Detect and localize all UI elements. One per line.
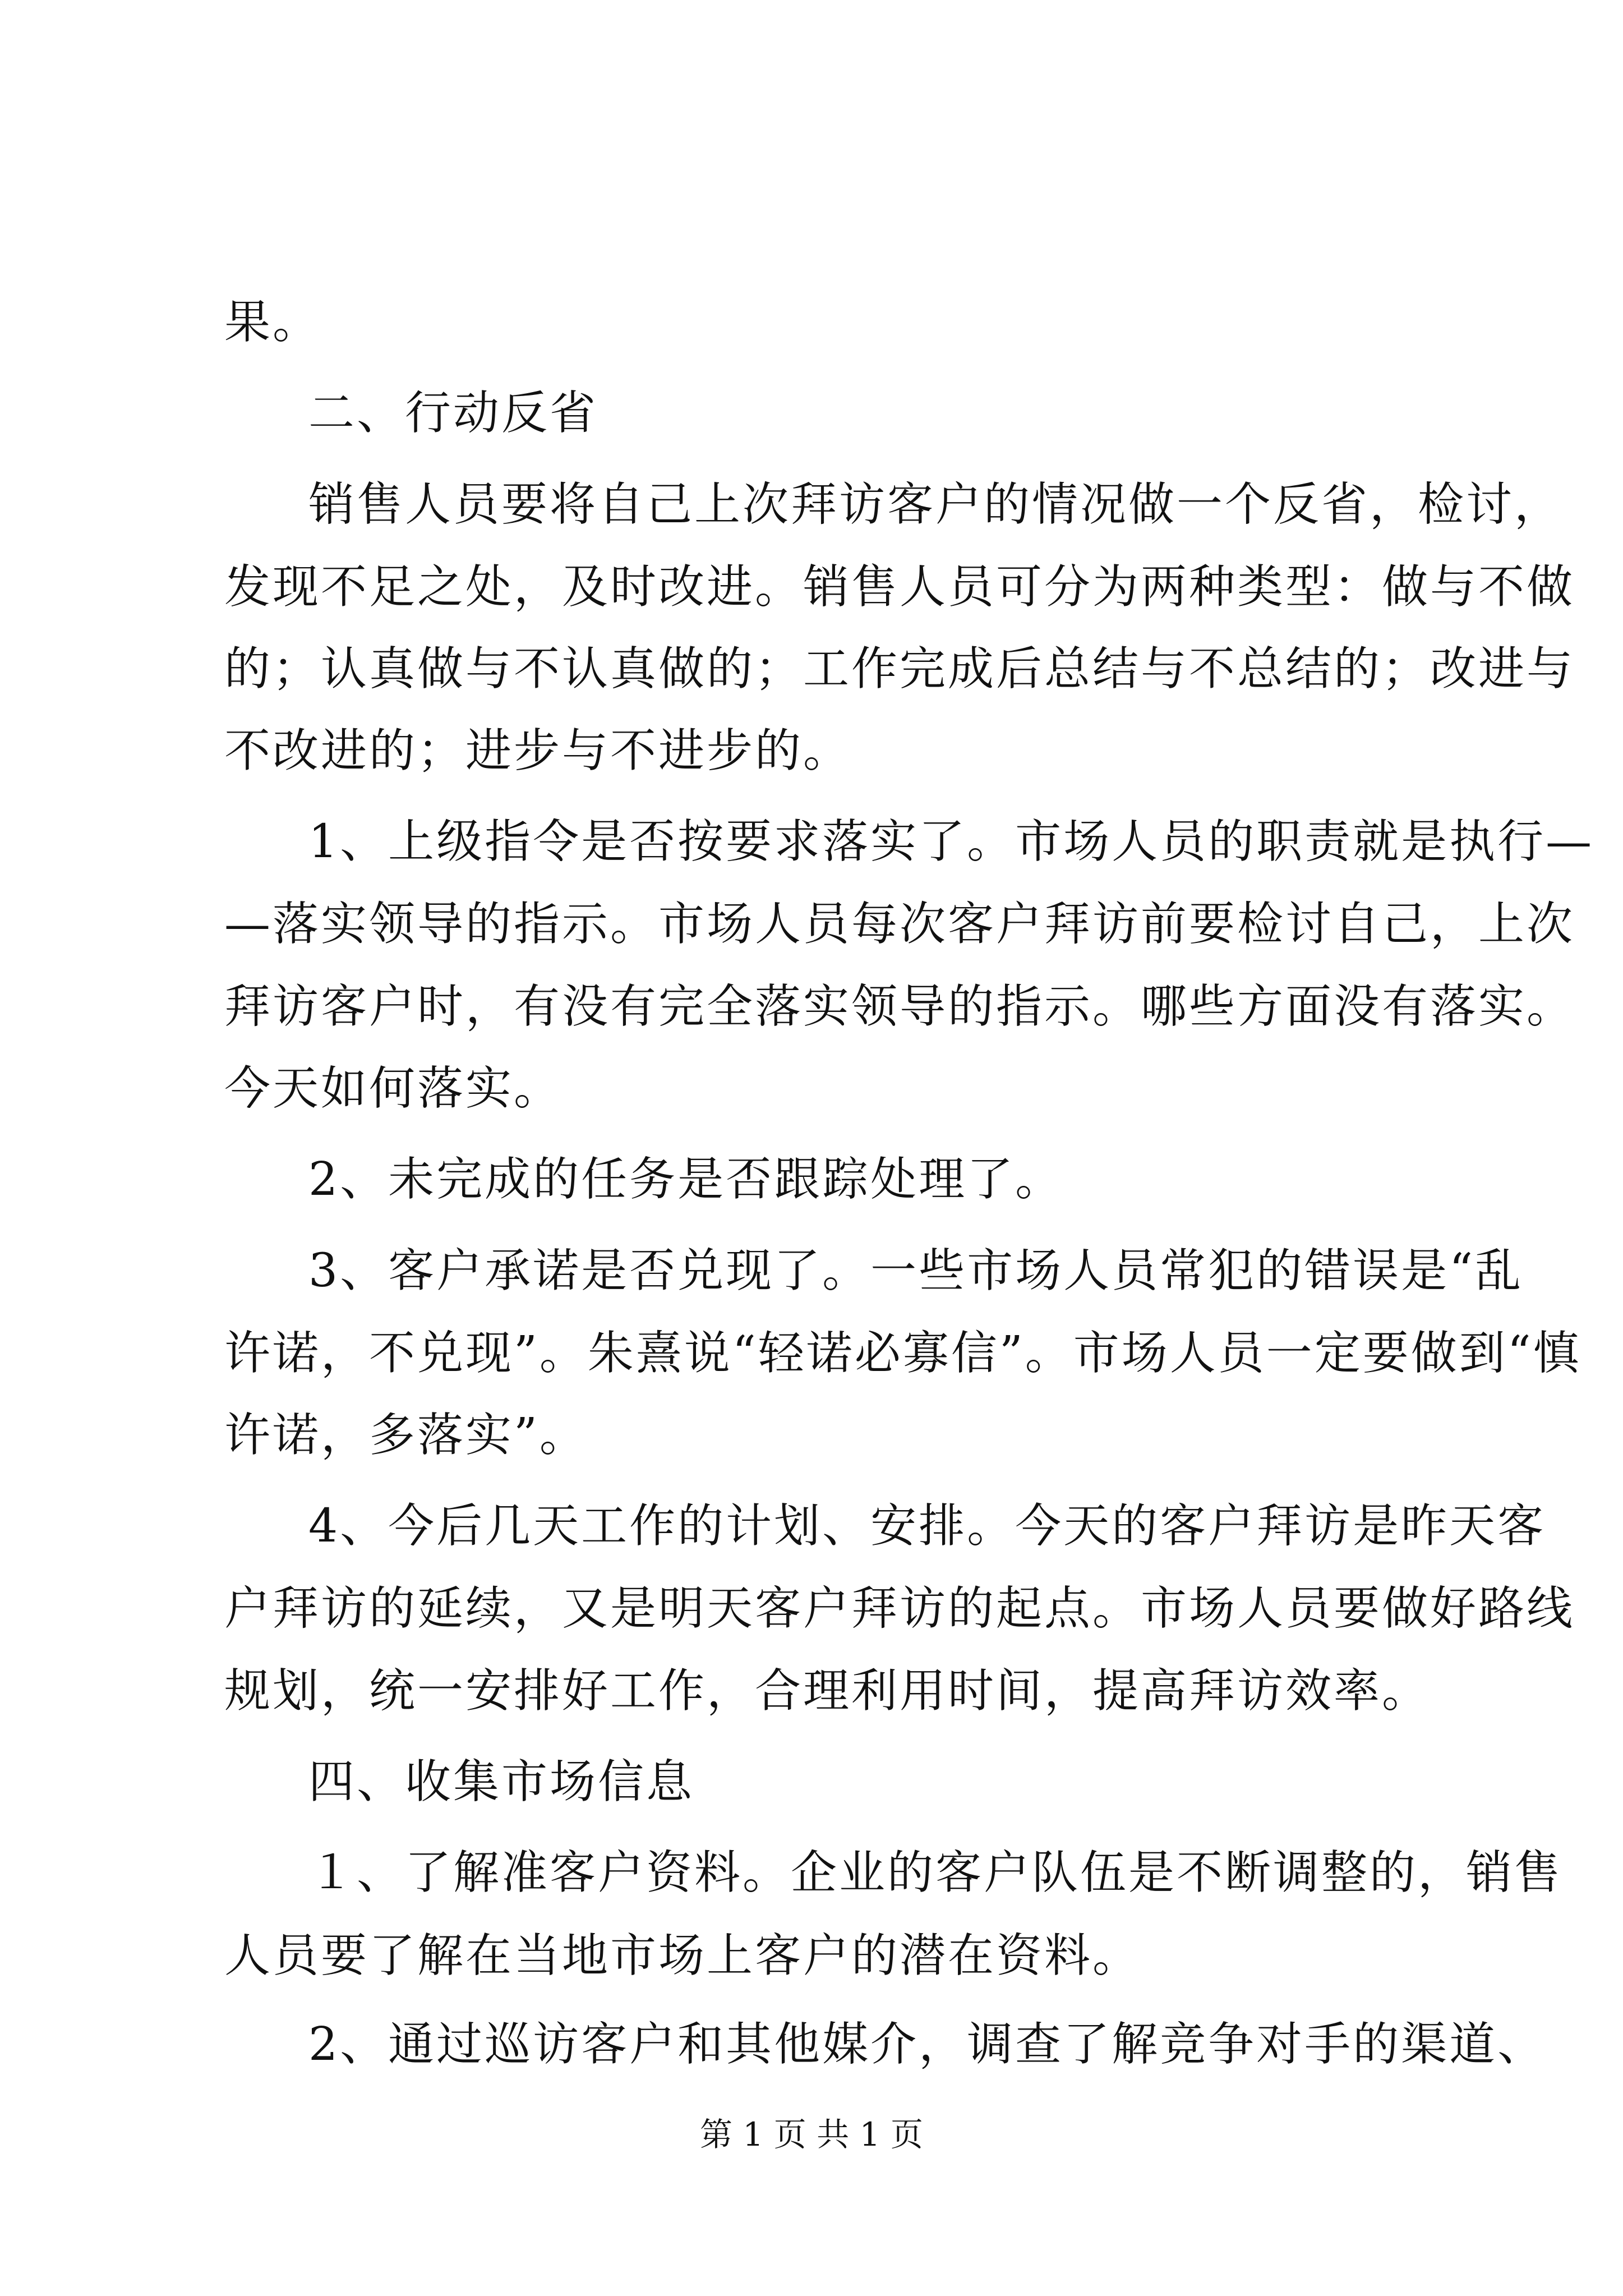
text-line: 户拜访的延续，又是明天客户拜访的起点。市场人员要做好路线: [224, 1582, 1575, 1635]
page-footer: 第 1 页 共 1 页: [700, 2115, 923, 2154]
text-line: １、了解准客户资料。企业的客户队伍是不断调整的，销售: [308, 1846, 1563, 1899]
text-line: 4、今后几天工作的计划、安排。今天的客户拜访是昨天客: [308, 1499, 1546, 1553]
text-line: 许诺，多落实”。: [224, 1409, 588, 1462]
text-line: 人员要了解在当地市场上客户的潜在资料。: [224, 1929, 1141, 1982]
text-line: 许诺，不兑现”。朱熹说“轻诺必寡信”。市场人员一定要做到“慎: [224, 1327, 1581, 1380]
text-line: 1、上级指令是否按要求落实了。市场人员的职责就是执行—: [308, 815, 1594, 868]
text-line: 2、通过巡访客户和其他媒介，调查了解竞争对手的渠道、: [308, 2018, 1546, 2071]
text-line: 2、未完成的任务是否跟踪处理了。: [308, 1153, 1064, 1206]
text-line: 果。: [224, 296, 321, 349]
text-line: 拜访客户时，有没有完全落实领导的指示。哪些方面没有落实。: [224, 980, 1575, 1033]
text-line: 发现不足之处，及时改进。销售人员可分为两种类型：做与不做: [224, 560, 1575, 614]
section-heading: 四、收集市场信息: [308, 1755, 695, 1809]
text-line: 不改进的；进步与不进步的。: [224, 724, 852, 777]
text-line: —落实领导的指示。市场人员每次客户拜访前要检讨自己，上次: [224, 898, 1575, 951]
text-line: 销售人员要将自己上次拜访客户的情况做一个反省，检讨，: [308, 478, 1563, 531]
text-line: 今天如何落实。: [224, 1062, 562, 1115]
text-line: 规划，统一安排好工作，合理利用时间，提高拜访效率。: [224, 1664, 1431, 1718]
section-heading: 二、行动反省: [308, 386, 598, 440]
text-line: 的；认真做与不认真做的；工作完成后总结与不总结的；改进与: [224, 642, 1575, 696]
text-line: 3、客户承诺是否兑现了。一些市场人员常犯的错误是“乱: [308, 1244, 1524, 1297]
